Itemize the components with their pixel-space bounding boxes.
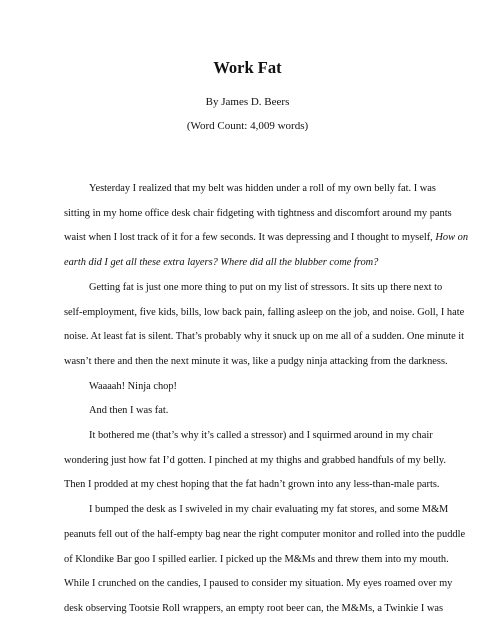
- body-line: sitting in my home office desk chair fidgeting with tightness and discomfort around my pants: [64, 208, 452, 219]
- body-line: Yesterday I realized that my belt was hidden under a roll of my own belly fat. I was: [89, 183, 436, 194]
- body-line: wasn’t there and then the next minute it was, like a pudgy ninja attacking from the darkness.: [64, 356, 448, 367]
- body-line: desk observing Tootsie Roll wrappers, an empty root beer can, the M&Ms, a Twinkie I was: [64, 603, 444, 614]
- body-line: self-employment, five kids, bills, low back pain, falling asleep on the job, and noise. Goll, I hate: [64, 307, 465, 318]
- document-title: Work Fat: [213, 58, 282, 77]
- body-line: noise. At least fat is silent. That’s probably why it snuck up on me all of a sudden. One minute it: [64, 331, 465, 342]
- body-line: waist when I lost track of it for a few seconds. It was depressing and I thought to myself, How on: [64, 232, 469, 243]
- body-line: earth did I get all these extra layers? Where did all the blubber come from?: [64, 257, 379, 268]
- body-line: Then I prodded at my chest hoping that the fat hadn’t grown into any less-than-male parts.: [64, 479, 440, 490]
- author-byline: By James D. Beers: [205, 96, 290, 108]
- body-line: of Klondike Bar goo I spilled earlier. I picked up the M&Ms and threw them into my mouth.: [64, 554, 449, 565]
- body-line: And then I was fat.: [89, 405, 169, 416]
- body-line: I bumped the desk as I swiveled in my chair evaluating my fat stores, and some M&M: [89, 504, 449, 515]
- body-line: Getting fat is just one more thing to put on my list of stressors. It sits up there next to: [89, 282, 443, 293]
- body-line: Waaaah! Ninja chop!: [89, 381, 178, 392]
- body-line: It bothered me (that’s why it’s called a stressor) and I squirmed around in my chair: [89, 430, 433, 441]
- word-count-line: (Word Count: 4,009 words): [186, 120, 309, 132]
- body-line: While I crunched on the candies, I paused to consider my situation. My eyes roamed over my: [64, 578, 453, 589]
- body-line: wondering just how fat I’d gotten. I pinched at my thighs and grabbed handfuls of my belly.: [64, 455, 446, 466]
- body-line: peanuts fell out of the half-empty bag near the right computer monitor and rolled into the puddle: [64, 529, 466, 540]
